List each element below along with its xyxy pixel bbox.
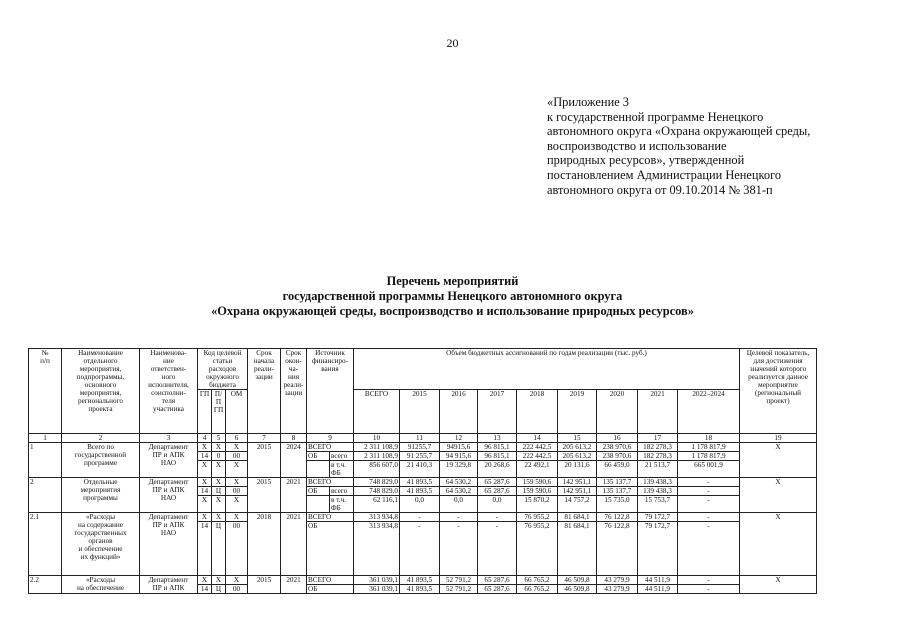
code-cell: X [198, 576, 212, 585]
row-executor: Департамент ПР и АПК [140, 576, 198, 594]
code-cell: X [212, 576, 226, 585]
value-cell: 91 255,7 [400, 452, 440, 461]
header-start: Срок начала реали- зации [248, 349, 281, 434]
page-number: 20 [446, 36, 459, 50]
row-end-year: 2021 [281, 478, 307, 513]
column-number-cell: 2 [62, 434, 140, 443]
value-cell: 313 934,8 [354, 513, 400, 522]
value-cell: 65 287,6 [478, 585, 517, 594]
column-number-cell: 5 [212, 434, 226, 443]
row-number: 1 [29, 443, 62, 478]
title-line-3: «Охрана окружающей среды, воспроизводство и использование природных ресурсов» [211, 304, 694, 318]
value-cell: 66 765,2 [517, 576, 558, 585]
code-cell: X [212, 478, 226, 487]
header-year-2015: 2015 [400, 390, 440, 434]
value-cell: 14 757,2 [558, 496, 597, 513]
header-num: № п/п [29, 349, 62, 434]
header-year-2020: 2020 [597, 390, 638, 434]
column-number-cell: 14 [517, 434, 558, 443]
code-cell: X [212, 496, 226, 513]
code-cell: X [226, 461, 248, 478]
column-number-cell: 15 [558, 434, 597, 443]
column-number-cell: 8 [281, 434, 307, 443]
value-cell: 1 178 817,9 [678, 443, 740, 452]
value-cell: 96 815,1 [478, 443, 517, 452]
value-cell: 665 001,9 [678, 461, 740, 478]
value-cell: 52 791,2 [440, 585, 478, 594]
value-cell: 19 329,8 [440, 461, 478, 478]
value-cell: 41 893,5 [400, 576, 440, 585]
value-cell: 43 279,9 [597, 576, 638, 585]
table-row [29, 478, 817, 487]
code-cell: 00 [226, 522, 248, 576]
value-cell: 15 753,7 [638, 496, 678, 513]
source-subcell: в т.ч. ФБ [330, 461, 354, 478]
row-start-year: 2015 [248, 478, 281, 513]
value-cell: 748 829,0 [354, 487, 400, 496]
code-cell: X [198, 478, 212, 487]
value-cell: 182 278,3 [638, 443, 678, 452]
value-cell: 139 438,3 [638, 478, 678, 487]
value-cell: 79 172,7 [638, 513, 678, 522]
source-cell: ОБ [307, 487, 330, 496]
header-year-2018: 2018 [517, 390, 558, 434]
header-year-2017: 2017 [478, 390, 517, 434]
value-cell: 15 735,0 [597, 496, 638, 513]
value-cell: 64 530,2 [440, 478, 478, 487]
value-cell: 52 791,2 [440, 576, 478, 585]
source-cell [307, 461, 330, 478]
code-cell: X [226, 513, 248, 522]
column-number-cell: 12 [440, 434, 478, 443]
header-year-2021: 2021 [638, 390, 678, 434]
value-cell: 142 951,1 [558, 487, 597, 496]
row-end-year: 2021 [281, 513, 307, 576]
value-cell: 21 513,7 [638, 461, 678, 478]
value-cell: 361 039,1 [354, 576, 400, 585]
header-end: Срок окон- ча- ния реали- зации [281, 349, 307, 434]
code-cell: 00 [226, 585, 248, 594]
value-cell: - [678, 522, 740, 576]
header-executor: Наименова- ние ответствен- ного исполнителя, соисполни- теля участника [140, 349, 198, 434]
column-number-cell: 19 [740, 434, 817, 443]
source-cell: ОБ [307, 585, 354, 594]
row-target: X [740, 478, 817, 513]
source-cell: ВСЕГО [307, 443, 354, 452]
value-cell: 41 893,5 [400, 487, 440, 496]
value-cell: - [678, 478, 740, 487]
source-subcell: всего [330, 452, 354, 461]
value-cell: 15 870,2 [517, 496, 558, 513]
value-cell: 142 951,1 [558, 478, 597, 487]
value-cell: 238 970,6 [597, 452, 638, 461]
value-cell: - [678, 496, 740, 513]
code-cell: X [226, 496, 248, 513]
value-cell: 41 893,5 [400, 585, 440, 594]
column-number-row [29, 434, 817, 443]
value-cell: - [440, 522, 478, 576]
value-cell: - [440, 513, 478, 522]
column-number-cell: 1 [29, 434, 62, 443]
value-cell: 76 122,8 [597, 522, 638, 576]
value-cell: - [400, 522, 440, 576]
source-subcell: всего [330, 487, 354, 496]
value-cell: 79 172,7 [638, 522, 678, 576]
source-cell: ВСЕГО [307, 478, 354, 487]
value-cell: 81 684,1 [558, 522, 597, 576]
value-cell: 1 178 817,9 [678, 452, 740, 461]
table-row [29, 443, 817, 452]
header-year-2022-2024: 2022–2024 [678, 390, 740, 434]
column-number-cell: 3 [140, 434, 198, 443]
value-cell: 76 122,8 [597, 513, 638, 522]
code-cell: X [212, 461, 226, 478]
column-number-cell: 16 [597, 434, 638, 443]
value-cell: 44 511,9 [638, 585, 678, 594]
value-cell: 205 613,2 [558, 443, 597, 452]
row-start-year: 2018 [248, 513, 281, 576]
code-cell: 0 [212, 452, 226, 461]
code-cell: X [198, 496, 212, 513]
row-end-year: 2021 [281, 576, 307, 594]
header-gp: ГП [198, 390, 212, 434]
value-cell: 65 287,6 [478, 576, 517, 585]
row-target: X [740, 576, 817, 594]
value-cell: 96 815,1 [478, 452, 517, 461]
source-cell: ОБ [307, 452, 330, 461]
value-cell: 81 684,1 [558, 513, 597, 522]
header-year-2019: 2019 [558, 390, 597, 434]
code-cell: X [226, 478, 248, 487]
row-number: 2 [29, 478, 62, 513]
value-cell: 46 509,8 [558, 576, 597, 585]
value-cell: 76 955,2 [517, 522, 558, 576]
header-source: Источник финансиро- вания [307, 349, 354, 434]
column-number-cell: 7 [248, 434, 281, 443]
value-cell: 65 287,6 [478, 487, 517, 496]
value-cell: 135 137,7 [597, 478, 638, 487]
value-cell: 22 492,1 [517, 461, 558, 478]
value-cell: 62 116,1 [354, 496, 400, 513]
value-cell: 46 509,8 [558, 585, 597, 594]
value-cell: 94915,6 [440, 443, 478, 452]
code-cell: 00 [226, 487, 248, 496]
header-year-total: ВСЕГО [354, 390, 400, 434]
code-cell: 14 [198, 452, 212, 461]
value-cell: - [678, 487, 740, 496]
column-number-cell: 13 [478, 434, 517, 443]
column-number-cell: 10 [354, 434, 400, 443]
value-cell: 222 442,5 [517, 443, 558, 452]
code-cell: X [198, 443, 212, 452]
column-number-cell: 18 [678, 434, 740, 443]
value-cell: 313 934,8 [354, 522, 400, 576]
code-cell: 14 [198, 585, 212, 594]
value-cell: 159 590,6 [517, 478, 558, 487]
column-number-cell: 6 [226, 434, 248, 443]
value-cell: 748 829,0 [354, 478, 400, 487]
row-start-year: 2015 [248, 576, 281, 594]
value-cell: 238 970,6 [597, 443, 638, 452]
code-cell: 00 [226, 452, 248, 461]
value-cell: - [478, 522, 517, 576]
header-volume: Объем бюджетных ассигнований по годам реализации (тыс. руб.) [354, 349, 740, 390]
column-number-cell: 4 [198, 434, 212, 443]
value-cell: - [678, 513, 740, 522]
value-cell: 91255,7 [400, 443, 440, 452]
value-cell: 0,0 [400, 496, 440, 513]
code-cell: Ц [212, 522, 226, 576]
code-cell: 14 [198, 487, 212, 496]
code-cell: X [198, 513, 212, 522]
value-cell: 182 278,3 [638, 452, 678, 461]
row-number: 2.2 [29, 576, 62, 594]
value-cell: 41 893,5 [400, 478, 440, 487]
row-executor: Департамент ПР и АПК НАО [140, 513, 198, 576]
value-cell: 139 438,3 [638, 487, 678, 496]
value-cell: 205 613,2 [558, 452, 597, 461]
code-cell: X [212, 443, 226, 452]
header-pgp: П/П ГП [212, 390, 226, 434]
header-om: ОМ [226, 390, 248, 434]
row-executor: Департамент ПР и АПК НАО [140, 478, 198, 513]
value-cell: 159 590,6 [517, 487, 558, 496]
value-cell: 0,0 [478, 496, 517, 513]
value-cell: 222 442,5 [517, 452, 558, 461]
value-cell: 43 279,9 [597, 585, 638, 594]
column-number-cell: 17 [638, 434, 678, 443]
value-cell: 65 287,6 [478, 478, 517, 487]
value-cell: 856 607,0 [354, 461, 400, 478]
title-line-2: государственной программы Ненецкого автономного округа [282, 289, 623, 303]
value-cell: - [678, 585, 740, 594]
code-cell: Ц [212, 487, 226, 496]
row-target: X [740, 513, 817, 576]
value-cell: - [478, 513, 517, 522]
code-cell: X [226, 443, 248, 452]
code-cell: X [198, 461, 212, 478]
value-cell: 361 039,1 [354, 585, 400, 594]
code-cell: Ц [212, 585, 226, 594]
code-cell: X [226, 576, 248, 585]
value-cell: - [400, 513, 440, 522]
row-name: Всего по государственной программе [62, 443, 140, 478]
code-cell: 14 [198, 522, 212, 576]
source-cell: ОБ [307, 522, 354, 576]
header-year-2016: 2016 [440, 390, 478, 434]
row-name: «Расходы на обеспечение [62, 576, 140, 594]
header-target: Целевой показатель, для достижения значений которого реализуется данное мероприятие (региональный проект) [740, 349, 817, 434]
code-cell: X [212, 513, 226, 522]
value-cell: 64 530,2 [440, 487, 478, 496]
table-row [29, 513, 817, 522]
value-cell: 76 955,2 [517, 513, 558, 522]
appendix-note: «Приложение 3 к государственной программе Ненецкого автономного округа «Охрана окружающей среды, воспроизводство и использование природных ресурсов», утвержденной постановлением Администрации Ненецкого автономного округа от 09.10.2014 № 381-п [547, 95, 811, 197]
value-cell: 0,0 [440, 496, 478, 513]
value-cell: 66 765,2 [517, 585, 558, 594]
value-cell: - [678, 576, 740, 585]
value-cell: 66 459,0 [597, 461, 638, 478]
header-code: Код целевой статьи расходов окружного бюджета [198, 349, 248, 390]
value-cell: 94 915,6 [440, 452, 478, 461]
value-cell: 44 511,9 [638, 576, 678, 585]
source-cell [307, 496, 330, 513]
table-row [29, 576, 817, 585]
row-end-year: 2024 [281, 443, 307, 478]
column-number-cell: 11 [400, 434, 440, 443]
value-cell: 20 268,6 [478, 461, 517, 478]
value-cell: 2 311 108,9 [354, 443, 400, 452]
row-name: Отдельные мероприятия программы [62, 478, 140, 513]
source-subcell: в т.ч. ФБ [330, 496, 354, 513]
row-number: 2.1 [29, 513, 62, 576]
row-name: «Расходы на содержание государственных органов и обеспечение их функций» [62, 513, 140, 576]
source-cell: ВСЕГО [307, 576, 354, 585]
row-executor: Департамент ПР и АПК НАО [140, 443, 198, 478]
row-target: X [740, 443, 817, 478]
column-number-cell: 9 [307, 434, 354, 443]
row-start-year: 2015 [248, 443, 281, 478]
value-cell: 21 410,3 [400, 461, 440, 478]
document-title [0, 274, 905, 319]
value-cell: 2 311 108,9 [354, 452, 400, 461]
header-name: Наименование отдельного мероприятия, подпрограммы, основного мероприятия, регионального проекта [62, 349, 140, 434]
title-line-1: Перечень мероприятий [386, 274, 519, 288]
source-cell: ВСЕГО [307, 513, 354, 522]
measures-table [28, 348, 817, 594]
value-cell: 20 131,6 [558, 461, 597, 478]
value-cell: 135 137,7 [597, 487, 638, 496]
